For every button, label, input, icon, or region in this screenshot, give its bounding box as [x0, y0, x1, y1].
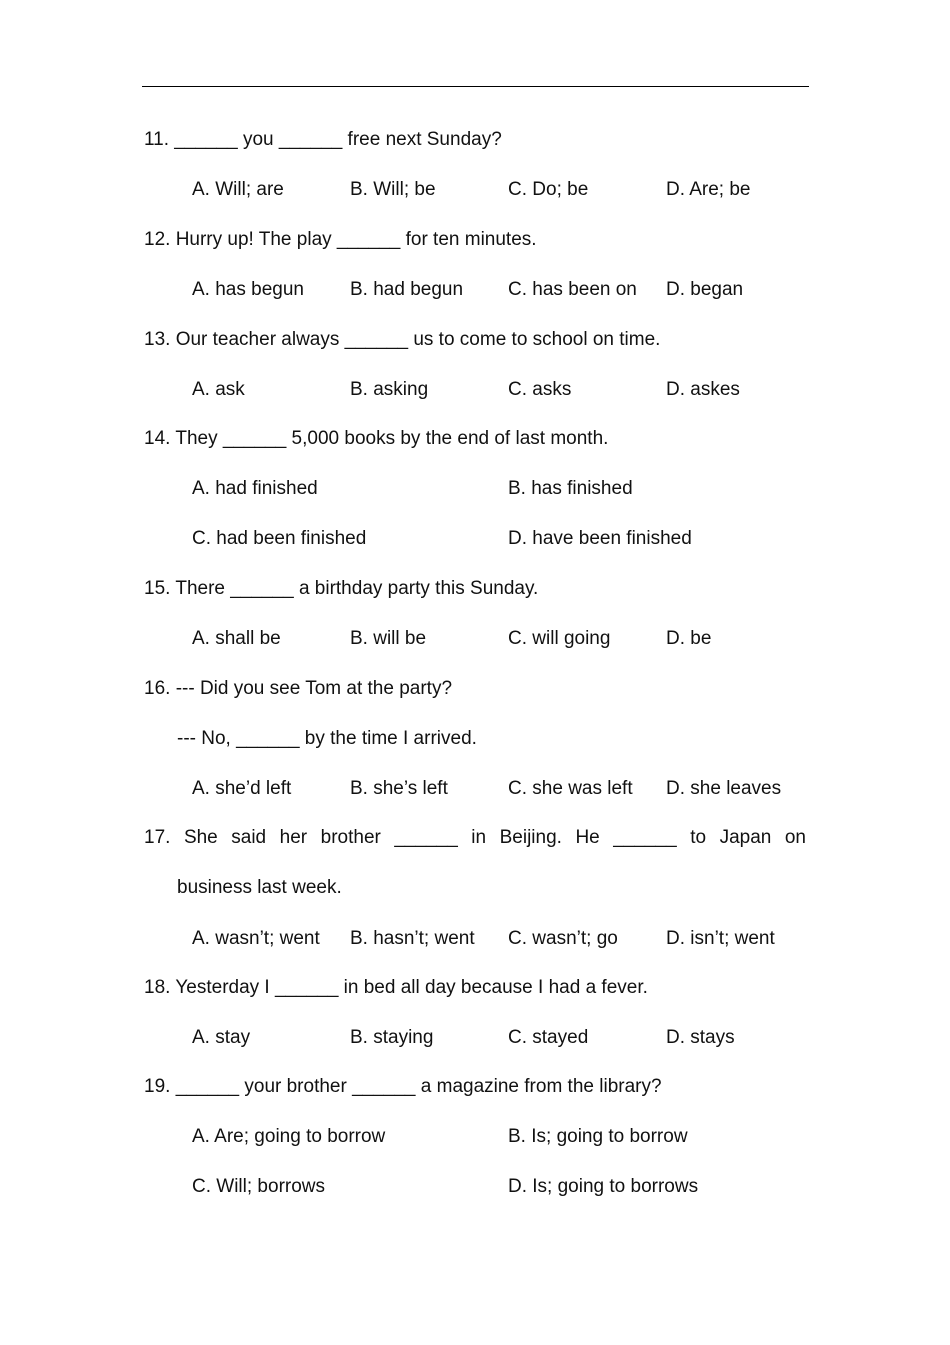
question-15-option-b: B. will be	[350, 628, 427, 649]
question-17-option-d: D. isn’t; went	[666, 928, 775, 949]
question-12-stem: 12. Hurry up! The play ______ for ten minutes.	[144, 229, 537, 250]
question-18-stem: 18. Yesterday I ______ in bed all day because I had a fever.	[144, 977, 648, 998]
question-19-option-b: B. Is; going to borrow	[508, 1126, 688, 1147]
question-13-option-c: C. asks	[508, 379, 572, 400]
question-17-stem: 17. She said her brother ______ in Beijing. He ______ to Japan on	[144, 827, 806, 848]
question-11-option-c: C. Do; be	[508, 179, 589, 200]
question-19-option-a: A. Are; going to borrow	[192, 1126, 386, 1147]
question-13-stem: 13. Our teacher always ______ us to come to school on time.	[144, 329, 661, 350]
question-17-option-b: B. hasn’t; went	[350, 928, 475, 949]
question-17-option-c: C. wasn’t; go	[508, 928, 618, 949]
question-14-option-c: C. had been finished	[192, 528, 367, 549]
question-18-option-d: D. stays	[666, 1027, 735, 1048]
question-16-option-b: B. she’s left	[350, 778, 448, 799]
question-14-option-b: B. has finished	[508, 478, 633, 499]
question-17-option-a: A. wasn’t; went	[192, 928, 320, 949]
question-15-option-c: C. will going	[508, 628, 611, 649]
question-15-option-a: A. shall be	[192, 628, 281, 649]
question-14-stem: 14. They ______ 5,000 books by the end of last month.	[144, 428, 609, 449]
question-15-stem: 15. There ______ a birthday party this Sunday.	[144, 578, 539, 599]
question-18-option-b: B. staying	[350, 1027, 434, 1048]
question-18-option-c: C. stayed	[508, 1027, 589, 1048]
question-15-option-d: D. be	[666, 628, 712, 649]
question-19-stem: 19. ______ your brother ______ a magazine from the library?	[144, 1076, 662, 1097]
question-12-option-b: B. had begun	[350, 279, 464, 300]
question-11-option-d: D. Are; be	[666, 179, 751, 200]
question-12-option-a: A. has begun	[192, 279, 304, 300]
question-16-stem-continued: --- No, ______ by the time I arrived.	[177, 728, 477, 749]
question-16-option-a: A. she’d left	[192, 778, 292, 799]
question-19-option-c: C. Will; borrows	[192, 1176, 326, 1197]
question-16-option-d: D. she leaves	[666, 778, 782, 799]
question-11-option-b: B. Will; be	[350, 179, 436, 200]
question-13-option-a: A. ask	[192, 379, 245, 400]
question-13-option-d: D. askes	[666, 379, 740, 400]
question-19-option-d: D. Is; going to borrows	[508, 1176, 699, 1197]
question-12-option-c: C. has been on	[508, 279, 637, 300]
question-16-stem: 16. --- Did you see Tom at the party?	[144, 678, 453, 699]
question-18-option-a: A. stay	[192, 1027, 251, 1048]
question-11-option-a: A. Will; are	[192, 179, 284, 200]
question-16-option-c: C. she was left	[508, 778, 633, 799]
question-17-stem-continued: business last week.	[177, 877, 342, 898]
question-13-option-b: B. asking	[350, 379, 429, 400]
question-14-option-d: D. have been finished	[508, 528, 692, 549]
question-11-stem: 11. ______ you ______ free next Sunday?	[144, 129, 502, 150]
question-14-option-a: A. had finished	[192, 478, 318, 499]
question-12-option-d: D. began	[666, 279, 744, 300]
